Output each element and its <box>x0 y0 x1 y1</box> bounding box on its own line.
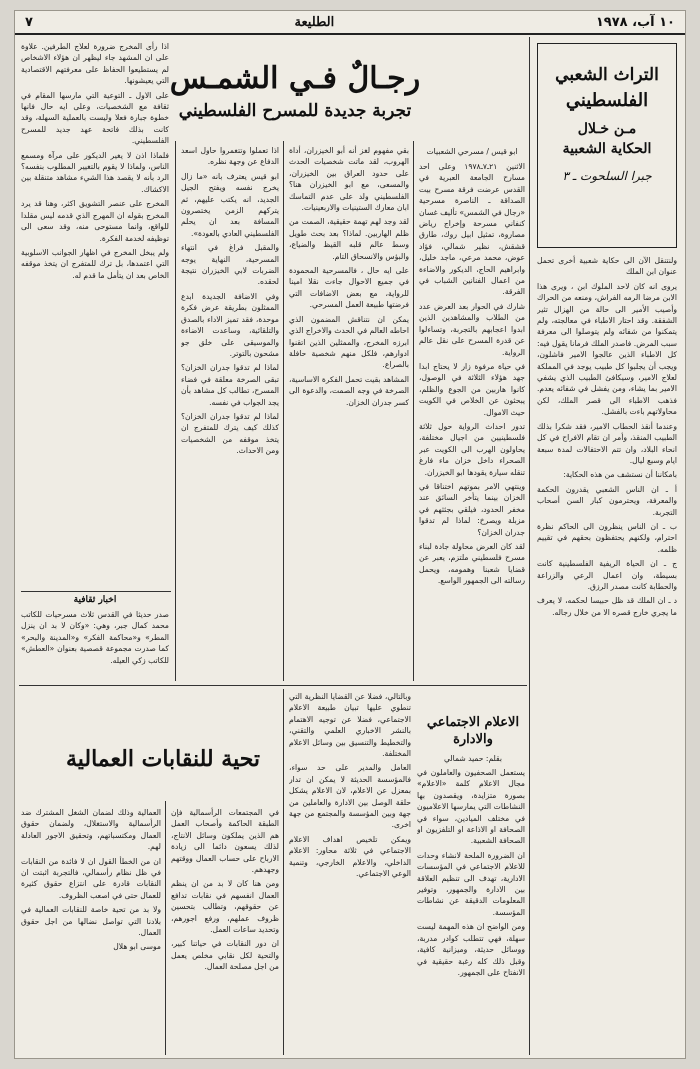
newspaper-page <box>14 10 686 1059</box>
main-subheadline: تجربة جديدة للمسرح الفلسطيني <box>178 101 412 121</box>
issue-date: ١٠ آب، ١٩٧٨ <box>595 14 675 30</box>
heritage-title-line2: الفلسطيني <box>565 90 649 111</box>
theatre-column-3 <box>181 145 279 681</box>
heritage-title-line3: مـن خـلال <box>577 121 637 137</box>
article-paragraph: الاثنين ٢١ـ٧ـ١٩٧٨ وعلى احد مسارح الجامعة العبرية في القدس عرضت فرقة مسرح بيت الصداقة ـ الناصرة مسرحية «رجال في الشمس» تأليف غسان كنفاني مسرحة وإخراج رياض مصاروة، تمثيل ابيل روك، طارق قشقش، نظير شمالي، فؤاد عوض، محمد مرعي، ماجد خليل، وابراهيم الحاج، الديكور والاضاءة من اعمال الفنانين الشباب في الفرقة. <box>419 162 525 297</box>
main-headline: رجـالٌ فـي الشمـس <box>169 61 421 96</box>
article-paragraph: المخرج على عنصر التشويق اكثر، وهنا قد يرد المخرج بقوله ان المهرج الذي قدمه ليس مقلدا للواقع، وانما مستوحى منه، وقد سعى الى توظيفه لخدمة الفكرة. <box>21 199 169 243</box>
article-paragraph: في حياة مرفوة زار لا يحتاج ابدا جهد هؤلاء الثلاثة في الوصول، كانوا هاربين من الجوع والظلم، يبحثون عن الخلاص في الكويت حيث الاموال. <box>419 361 525 417</box>
column-rule <box>283 689 284 1055</box>
article-paragraph: لقد كان العرض محاولة جادة لبناء مسرح فلسطيني ملتزم، يعبر عن قضايا شعبنا وهمومه، ويحمل رسالته الى الجمهور الواسع. <box>419 542 525 586</box>
article-paragraph: لماذا لم تدقوا جدران الخزان؟ كذلك كيف يترك للمتفرج ان يتخذ موقفه من الشخصيات ومن الاحداث. <box>181 411 279 456</box>
theatre-column-2 <box>289 145 409 681</box>
article-paragraph: العمالية وذلك لضمان الشغل المشترك ضد الرأسمالية والاستغلال، ولضمان حقوق العمال ومكتسباتهم، وتحقيق الاجور العادلة لهم. <box>21 808 161 852</box>
media-column-2 <box>289 691 411 1055</box>
article-paragraph: يروى انه كان لاحد الملوك ابن ، ويرى هذا الابن مرضا الرمه الفراش، ومنعه من الحراك وأصيب الأمير الى حالة من الهزال تثير الشفقة. وقد احتار الاطباء في معالجته، ولم يتمكنوا من شفائه ولم يتوصلوا الى معرفة سبب المرض. فاصدر الملك فرمانا يقول فيه: كل الاطباء الذين عالجوا الامير فاشلون، ويجب أن يجلبوا كل طبيب يوجد في المملكة لعلاج الامير، وسيكافئ الطبيب الذي يشفي الامير بما يشاء، ومن يفشل في شفائه يعدم. فذهب الاطباء الى قصر الملك، لكن محاولاتهم باءت بالفشل. <box>537 281 677 417</box>
article-paragraph: على الاول ـ التوعية التي مارسها المقام في ثقافة مع الشخصيات، وعلى ايه حال فانها خطوة جبارة فعلا وليست بالعملية السهلة، وقد كانت بذلك فاتحة عهد جديد للمسرح الفلسطيني. <box>21 90 169 146</box>
article-paragraph: ومن هنا كان لا بد من ان ينظم العمال انفسهم في نقابات تدافع عن حقوقهم، وتطالب بتحسين ظروف عملهم، ورفع اجورهم، وتحديد ساعات العمل. <box>171 879 279 935</box>
heritage-author: جبرا السلحوت ـ ٣ <box>562 169 652 183</box>
article-paragraph: ان دور النقابات في حياتنا كبير، والتحية لكل نقابي مخلص يعمل من اجل مصلحة العمال. <box>171 939 279 972</box>
culture-news-title: اخبار ثقافية <box>73 595 117 605</box>
article-paragraph: ولنتنقل الآن الى حكاية شعبية أخرى تحمل عنوان ابن الملك <box>537 256 677 277</box>
section-rule <box>19 685 527 686</box>
article-paragraph: أ ـ ان الناس الشعبي يقدرون الحكمة والمعرفة، ويحترمون كبار السن أصحاب التجربة. <box>537 484 677 517</box>
article-paragraph: وفي الاضافة الجديدة ابدع الممثلون بطريقة عرض فكرة موحدة، فقد تميز الاداء بالصدق والتلقائية، وساعدت الاضاءة والموسيقى على خلق جو مشحون بالتوتر. <box>181 291 279 358</box>
heritage-title-box <box>537 43 677 248</box>
article-paragraph: يستعمل الصحفيون والعاملون في مجال الاعلام كلمة «الاعلام» بصورة متزايدة، ويقصدون بها النشاطات التي يمارسها الاعلاميون في مختلف الميادين، سواء في الصحافة او الاذاعة او التلفزيون او الصحافة الشعبية. <box>417 768 525 846</box>
column-rule <box>165 801 166 1055</box>
article-author: موسى ابو هلال <box>113 942 161 952</box>
article-paragraph: ابو قيس يعترف بانه «ما زال يخرج نفسه ويفتح الجيل الجديد، انه يكتب عليهم، ثم يتركهم الزمن يختصرون المسافة بعد ان يحلم الفلسطيني العادي بالعودة». <box>181 171 279 238</box>
article-paragraph: بامكاننا أن نستشف من هذه الحكاية: <box>563 470 677 480</box>
article-paragraph: ولا بد من تحية خاصة للنقابات العمالية في بلادنا التي تواصل نضالها من اجل حقوق العمال. <box>21 905 161 938</box>
unions-column-2 <box>21 807 161 1055</box>
article-paragraph: اذا رأى المخرج ضرورة لعلاج الطرفين. علاوة على ان المشهد جاء ليظهر ان هؤلاء الاشخاص لم يستطيعوا الحفاظ على معرفتهم الاقتصادية التي يعيشونها. <box>21 42 169 86</box>
column-rule <box>175 141 176 681</box>
article-paragraph: صدر حديثا في القدس ثلاث مسرحيات للكاتب محمد كمال جبر، وهي: «وكان لا بد ان ينزل المطر» و«محاكمة الفكر» و«المدينة والبحر» كما صدرت مجموعة قصصية بعنوان «العطش» للكاتب زكي العيله. <box>21 610 169 665</box>
media-article-title: الاعلام الاجتماعي والادارة <box>426 715 520 747</box>
article-paragraph: يمكن ان نتناقش المضمون الذي احاطه العالم في الحدث والاخراج الذي ابرزه المخرج، والممثلين الذين اتقنوا ادوارهم، فلكل منهم شخصية حافلة بالصراع. <box>289 314 409 370</box>
article-paragraph: لقد وجد لهم تهمة حقيقية، الصمت من ظلم الهاربين. لماذا؟ بعد بحث طويل وسط عالم قلبه القيظ والضياع، والبؤس والانسحاق التام. <box>289 217 409 261</box>
column-rule <box>529 37 530 1055</box>
article-paragraph: ج ـ ان الحياة الريفية الفلسطينية كانت بسيطة، وان اعمال الرعي والزراعة والحطابة كانت مصدر الرزق. <box>537 559 677 591</box>
article-paragraph: لماذا لم تدقوا جدران الخزان؟ تبقى الصرخة معلقة في فضاء المسرح، تطالب كل مشاهد بأن يجد الجواب في نفسه. <box>181 363 279 407</box>
article-paragraph: في المجتمعات الرأسمالية فإن الطبقة الحاكمة وأصحاب العمل هم الذين يملكون وسائل الانتاج، لذلك يسعون دائما الى زيادة الارباح على حساب العمال ووقتهم وجهدهم. <box>171 808 279 875</box>
heritage-title-line4: الحكاية الشعبية <box>562 141 652 157</box>
article-paragraph: ان من الخطأ القول ان لا فائدة من النقابات في ظل نظام رأسمالي، فالتجربة اثبتت ان النقابات قادرة على انتزاع حقوق كثيرة للعمال حتى في اصعب الظروف. <box>21 856 161 900</box>
theatre-column-4 <box>21 41 169 589</box>
main-headline-block <box>165 59 425 123</box>
page-header <box>15 11 685 35</box>
box-rule <box>21 591 171 592</box>
article-paragraph: وبالتالي، فضلا عن القضايا النظرية التي تنطوي عليها تبيان طبيعة الاعلام الاجتماعي، فضلا عن توجيه الاهتمام بالنشر الاخباري العلمي والتقني، والتخطيط والتنسيق بين وسائل الاعلام المختلفة. <box>289 692 411 759</box>
media-column-1 <box>417 767 525 1055</box>
article-paragraph: فلماذا اذن لا يغير الديكور على مرآة ومسمع الناس، ولماذا لا يقوم بالتغيير المطلوب بنفسه؟ الرد بأنه لا يقصد هذا الشيء مشاهد متنقلة بين الاكشاك. <box>21 150 169 194</box>
unions-article-title: تحية للنقابات العمالية <box>65 746 261 772</box>
article-paragraph: وينتهي الامر بموتهم اختناقا في الخزان بينما يتأخر السائق عند مخفر الحدود، فيلقي بجثثهم في مزبلة ويصرخ: لماذا لم تدقوا جدران الخزان؟ <box>419 481 525 537</box>
column-rule <box>413 141 414 681</box>
culture-news-text <box>21 609 169 681</box>
article-paragraph: والمقبل فراغ في انتهاء المسرحية، النهاية يوجه الضربات لابي الخيزران نتيجة لحقده. <box>181 243 279 287</box>
article-paragraph: على ايه حال ، فالمسرحية المحمودة في جميع الاحوال جاءت نقلا امينا للرواية، مع بعض الاضافات التي فرضتها طبيعة العمل المسرحي. <box>289 266 409 310</box>
page-number: ٧ <box>25 14 33 30</box>
heritage-title-line1: التراث الشعبي <box>555 65 659 85</box>
article-paragraph: اذا تعملوا وتتغمروا حاول اسعد الدفاع عن وجهة نظره. <box>181 146 279 167</box>
column-rule <box>283 141 284 681</box>
heritage-article-column <box>537 255 677 1053</box>
article-paragraph: بقي مفهوم لغز أنه أبو الخيزران، أداة الهروب، لقد ماتت شخصيات الحدث على حدود العراق بين الخيزران، والمسعى، مع ابو الخيزران هنا؟ الفلسطيني ولد على عدم التماسك ابان معارك الستينيات والاربعينيات. <box>289 146 409 213</box>
newspaper-name: الطليعة <box>294 14 335 30</box>
article-paragraph: تدور احداث الرواية حول ثلاثة فلسطينيين من اجيال مختلفة، يحاولون الهرب الى الكويت عبر الصحراء داخل خزان ماء فارغ تنقله سيارة يقودها ابو الخيزران. <box>419 421 525 477</box>
article-paragraph: العامل والمدير على حد سواء، فالمؤسسة الحديثة لا يمكن ان تدار بمعزل عن الاعلام، لان الاعلام يشكل حلقة الوصل بين الادارة والعاملين من جهة وبين المؤسسة والمجتمع من جهة اخرى. <box>289 763 411 830</box>
article-paragraph: ويمكن تلخيص اهداف الاعلام الاجتماعي في ثلاثة محاور: الاعلام الداخلي، والاعلام الخارجي، وتنمية الوعي الاجتماعي. <box>289 834 411 879</box>
article-paragraph: المشاهد بقيت تحمل الفكرة الاساسية، الصرخة في وجه الصمت، والدعوة الى كسر جدران الخزان. <box>289 374 409 407</box>
unions-column-1 <box>171 807 279 1055</box>
article-paragraph: ولم يبخل المخرج في اظهار الجوانب الاسلوبية التي اعتمدها، بل ترك للمتفرج ان يتخذ موقفه الخاص بعد ان يتأمل ما قدم له. <box>21 247 169 280</box>
article-paragraph: د ـ ان الملك قد ظل حبيسا لحكمه، لا يعرف ما يجري خارج قصره الا من خلال رجاله. <box>537 596 677 617</box>
article-paragraph: ان الضرورة الملحة لانشاء وحدات للاعلام الاجتماعي في المؤسسات الادارية، تهدف الى تنظيم العلاقة بين الادارة والجمهور، وتوفير المعلومات الدقيقة عن نشاطات المؤسسة. <box>417 850 525 917</box>
media-byline: بقلم: حميد شمالي <box>444 754 502 763</box>
article-paragraph: وعندما أنقذ الحطاب الامير، فقد شكرا بذلك الطبيب المنقذ، وأمر ان تقام الافراح في كل انحاء البلاد، وان تتم الاحتفالات لمدة سبعة ايام وسبع ليال. <box>537 421 677 465</box>
article-paragraph: شارك في الحوار بعد العرض عدد من الطلاب والمشاهدين الذين ابدوا اعجابهم بالتجربة، وتساءلوا عن قدرة المسرح على نقل عالم الرواية. <box>419 301 525 357</box>
main-byline: ابو قيس / مسرحي الشعبيات <box>426 147 518 156</box>
article-paragraph: ومن الواضح ان هذه المهمة ليست سهلة، فهي تتطلب كوادر مدربة، ووسائل حديثة، وميزانية كافية، وقبل ذلك كله رغبة حقيقية في الانفتاح على الجمهور. <box>417 922 525 977</box>
theatre-column-1 <box>419 161 525 681</box>
article-paragraph: ب ـ ان الناس ينظرون الى الحاكم نظرة احترام، ولكنهم يحتفظون بحقهم في تقييم ظلمه. <box>537 521 677 554</box>
